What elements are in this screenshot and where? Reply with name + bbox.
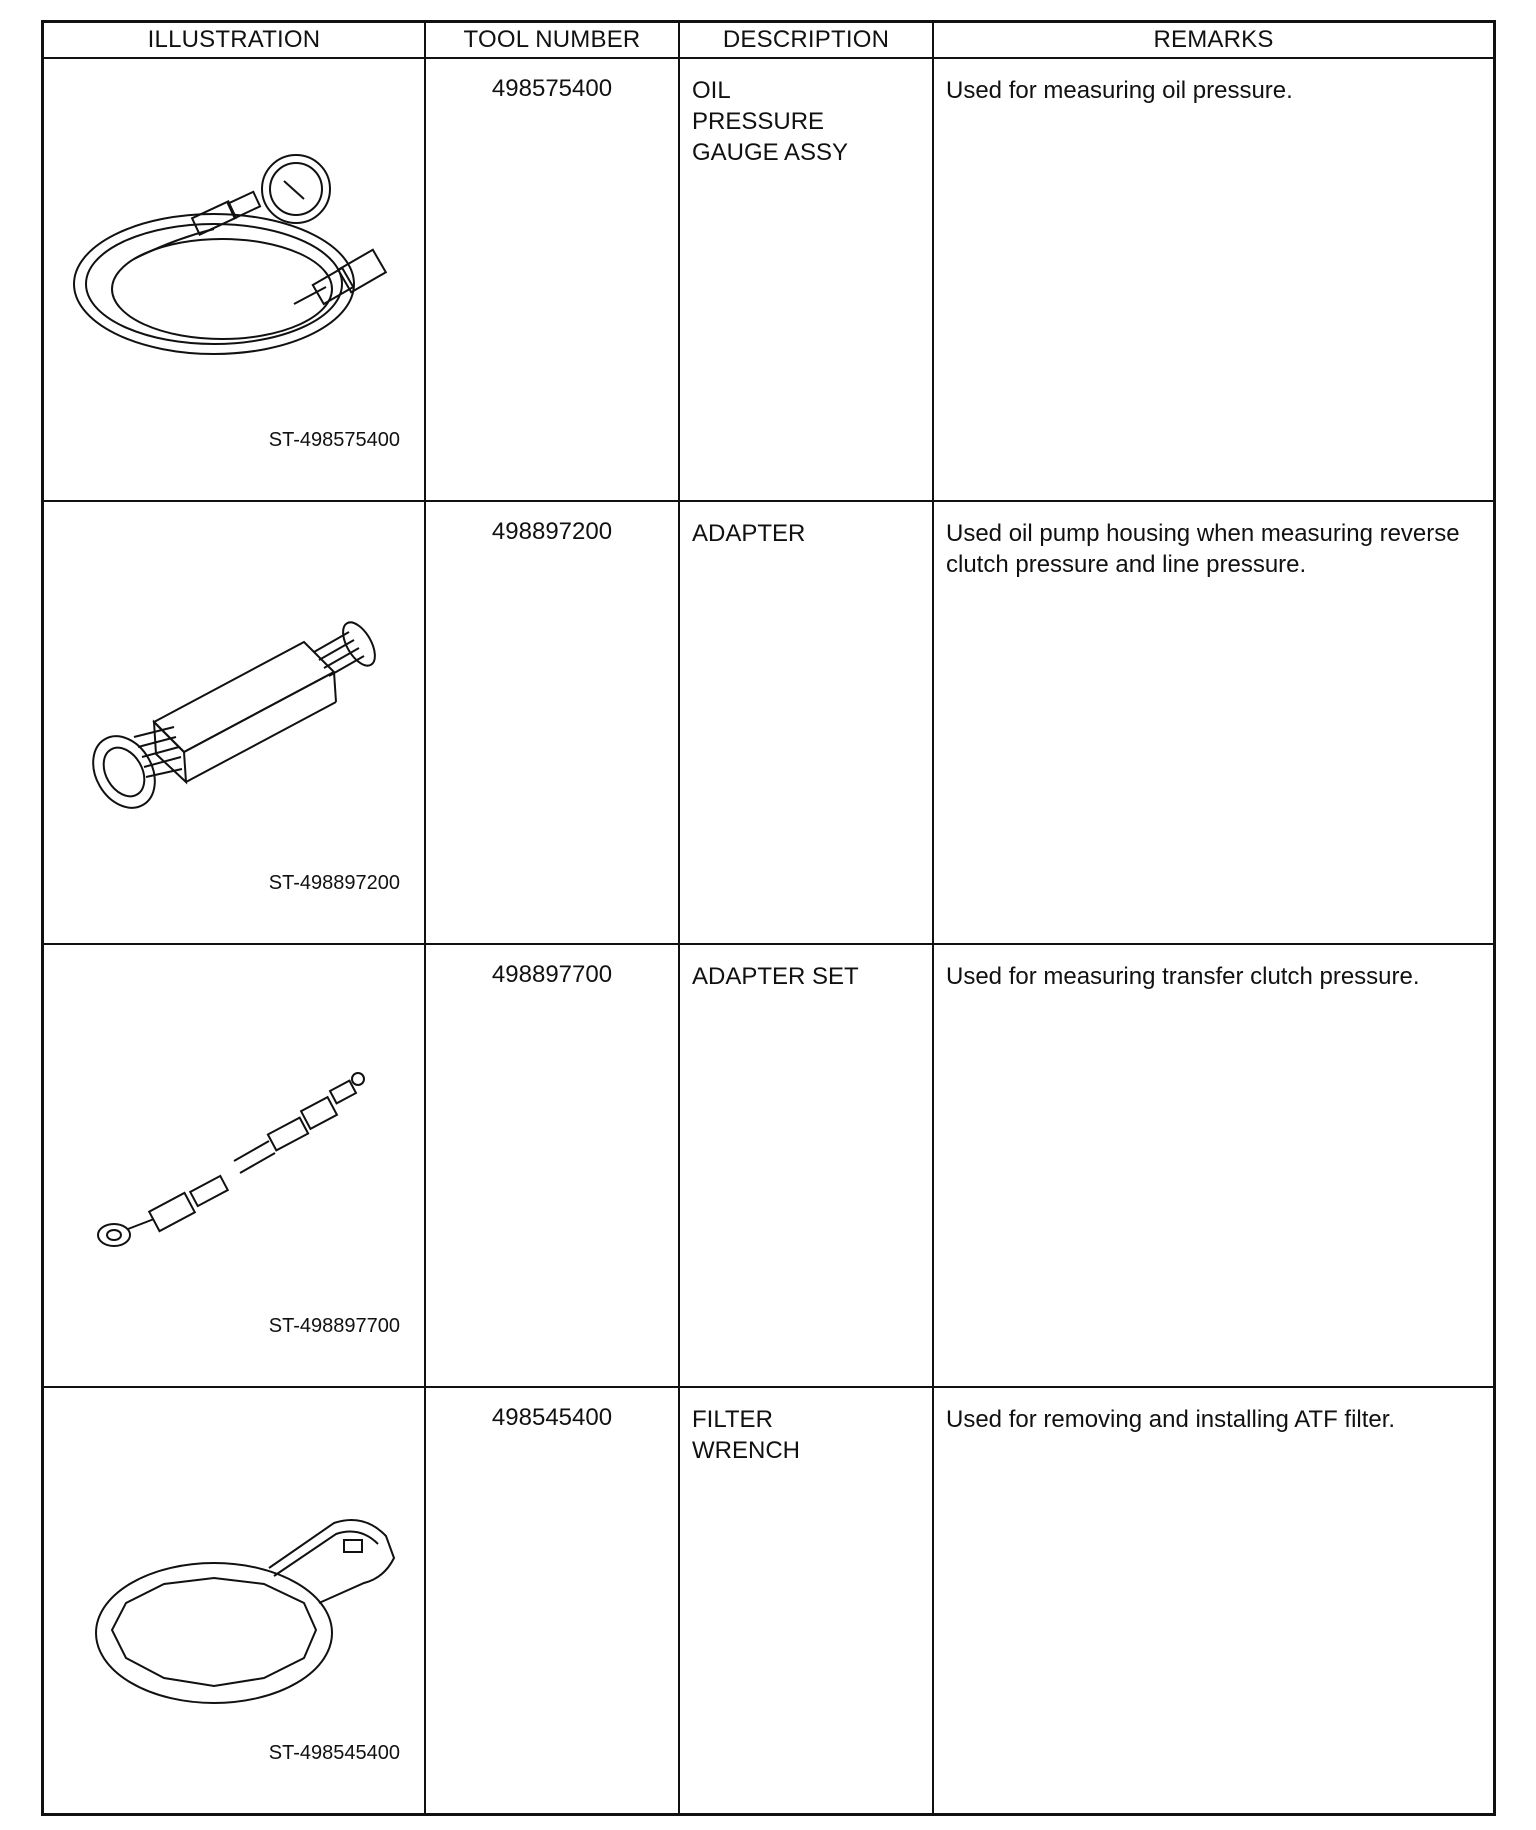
remarks: Used for measuring oil pressure. [946,77,1293,104]
tool-number: 498545400 [491,1404,613,1431]
tool-number: 498897200 [491,518,613,545]
header-illustration: ILLUSTRATION [147,26,321,53]
header-description: DESCRIPTION [722,26,890,53]
st-label: ST-498545400 [268,1742,400,1764]
tool-number-cell [426,502,678,943]
description-cell [680,945,932,1386]
st-label: ST-498897200 [268,872,400,894]
remarks: Used oil pump housing when measuring reverse clutch pressure and line pressure. [946,520,1460,578]
illustration-cell [44,59,424,500]
header-tool-number: TOOL NUMBER [463,26,641,53]
tool-number: 498897700 [491,961,613,988]
description: FILTER WRENCH [692,1406,800,1464]
remarks-cell [934,1388,1493,1813]
tool-number: 498575400 [491,75,613,102]
tool-number-cell [426,1388,678,1813]
description: ADAPTER [692,520,806,547]
description: OIL PRESSURE GAUGE ASSY [692,77,849,166]
header-remarks: REMARKS [1153,26,1274,53]
table-row [44,1388,1493,1813]
tool-number-cell [426,945,678,1386]
st-label: ST-498897700 [268,1315,400,1337]
filter-wrench-icon [64,1418,414,1738]
tool-number-cell [426,59,678,500]
table-row [44,502,1493,943]
remarks-cell [934,502,1493,943]
description-cell [680,1388,932,1813]
illustration-cell [44,1388,424,1813]
description-cell [680,59,932,500]
illustration-cell [44,502,424,943]
remarks-cell [934,59,1493,500]
adapter-set-icon [64,975,414,1295]
table-row [44,59,1493,500]
special-tools-table [41,20,1496,1816]
table-row [44,945,1493,1386]
remarks-cell [934,945,1493,1386]
oil-pressure-gauge-icon [64,89,414,409]
remarks: Used for removing and installing ATF filter. [946,1406,1396,1433]
remarks: Used for measuring transfer clutch pressure. [946,963,1420,990]
adapter-icon [64,532,414,852]
description: ADAPTER SET [692,963,859,990]
st-label: ST-498575400 [268,429,400,451]
description-cell [680,502,932,943]
illustration-cell [44,945,424,1386]
